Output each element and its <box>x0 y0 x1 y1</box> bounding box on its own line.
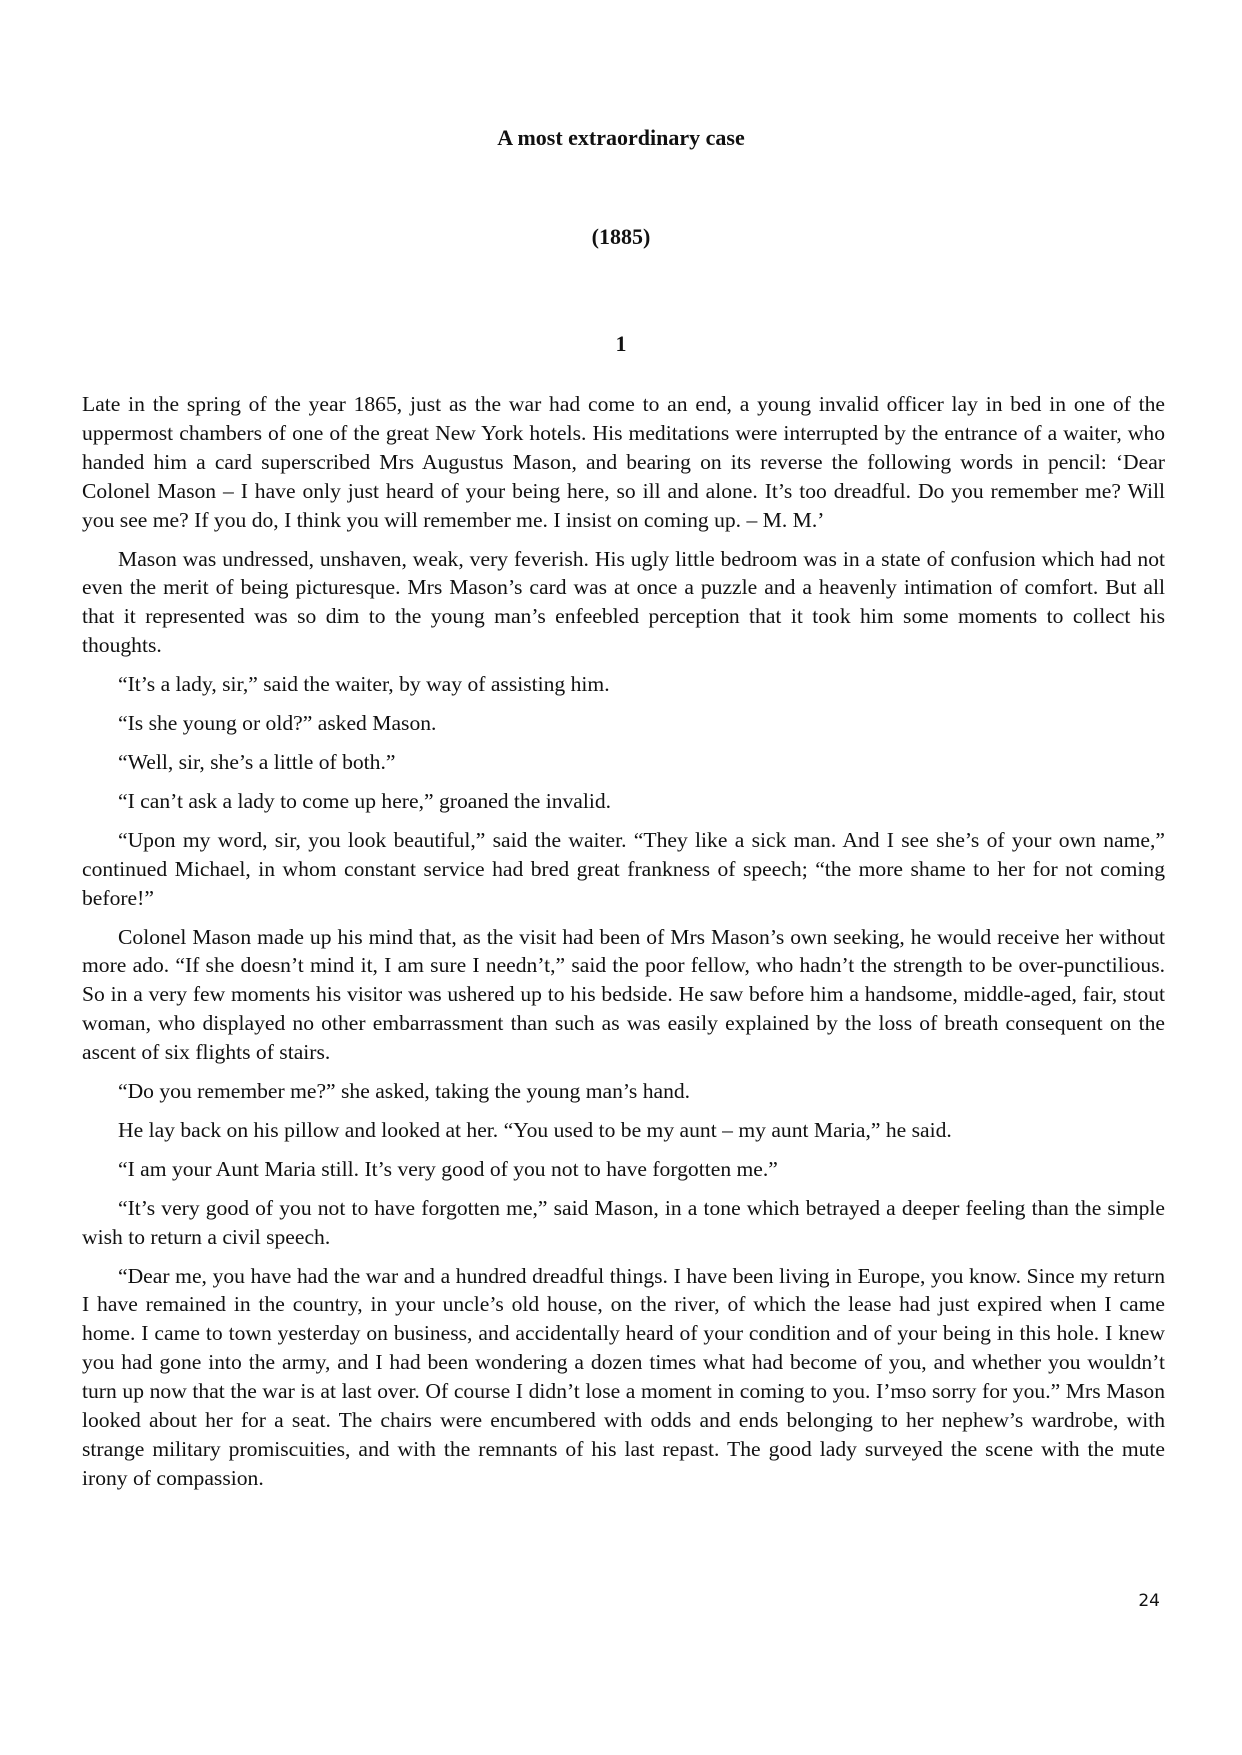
paragraph: Mason was undressed, unshaven, weak, very feverish. His ugly little bedroom was in a state of confusion which had not even the merit of being picturesque. Mrs Mason’s card was at once a puzzle and a heavenly intimation of comfort. But all that it represented was so dim to the young man’s enfeebled perception that it took him some moments to collect his thoughts. <box>82 546 1165 658</box>
paragraph: “Upon my word, sir, you look beautiful,” said the waiter. “They like a sick man. And I see she’s of your own name,” continued Michael, in whom constant service had bred great frankness of speech; “the more shame to her for not coming before!” <box>82 827 1165 910</box>
publication-year: (1885) <box>591 224 651 249</box>
paragraph: “Dear me, you have had the war and a hundred dreadful things. I have been living in Europe, you know. Since my return I have remained in the country, in your uncle’s old house, on the river, of which the lease had just expired when I came home. I came to town yesterday on business, and accidentally heard of your condition and of your being in this hole. I knew you had gone into the army, and I had been wondering a dozen times what had become of you, and whether you wouldn’t turn up now that the war is at last over. Of course I didn’t lose a moment in coming to you. I’mso sorry for you.” Mrs Mason looked about her for a seat. The chairs were encumbered with odds and ends belonging to her nephew’s wardrobe, with strange military promiscuities, and with the remnants of his last repast. The good lady surveyed the scene with the mute irony of compassion. <box>82 1263 1165 1490</box>
paragraph: “Well, sir, she’s a little of both.” <box>118 749 396 774</box>
paragraph: Colonel Mason made up his mind that, as the visit had been of Mrs Mason’s own seeking, he would receive her without more ado. “If she doesn’t mind it, I am sure I needn’t,” said the poor fellow, who hadn’t the strength to be over-punctilious. So in a very few moments his visitor was ushered up to his bedside. He saw before him a handsome, middle-aged, fair, stout woman, who displayed no other embarrassment than such as was easily explained by the loss of breath consequent on the ascent of six flights of stairs. <box>82 924 1165 1065</box>
paragraph: “Do you remember me?” she asked, taking the young man’s hand. <box>118 1079 691 1104</box>
paragraph: “It’s a lady, sir,” said the waiter, by way of assisting him. <box>118 672 610 697</box>
story-body <box>82 390 1165 1503</box>
paragraph: “I can’t ask a lady to come up here,” groaned the invalid. <box>118 788 612 813</box>
chapter-number: 1 <box>615 331 627 356</box>
paragraph: “I am your Aunt Maria still. It’s very good of you not to have forgotten me.” <box>118 1156 778 1181</box>
paragraph: Late in the spring of the year 1865, just as the war had come to an end, a young invalid officer lay in bed in one of the uppermost chambers of one of the great New York hotels. His meditations were interrupted by the entrance of a waiter, who handed him a card superscribed Mrs Augustus Mason, and bearing on its reverse the following words in pencil: ‘Dear Colonel Mason – I have only just heard of your being here, so ill and alone. It’s too dreadful. Do you remember me? Will you see me? If you do, I think you will remember me. I insist on coming up. – M. M.’ <box>82 392 1165 532</box>
paragraph: He lay back on his pillow and looked at her. “You used to be my aunt – my aunt Maria,” he said. <box>118 1117 952 1142</box>
page-title: A most extraordinary case <box>497 125 745 150</box>
paragraph: “Is she young or old?” asked Mason. <box>118 711 437 736</box>
page-number: 24 <box>1138 1591 1160 1611</box>
paragraph: “It’s very good of you not to have forgotten me,” said Mason, in a tone which betrayed a deeper feeling than the simple wish to return a civil speech. <box>82 1195 1165 1249</box>
